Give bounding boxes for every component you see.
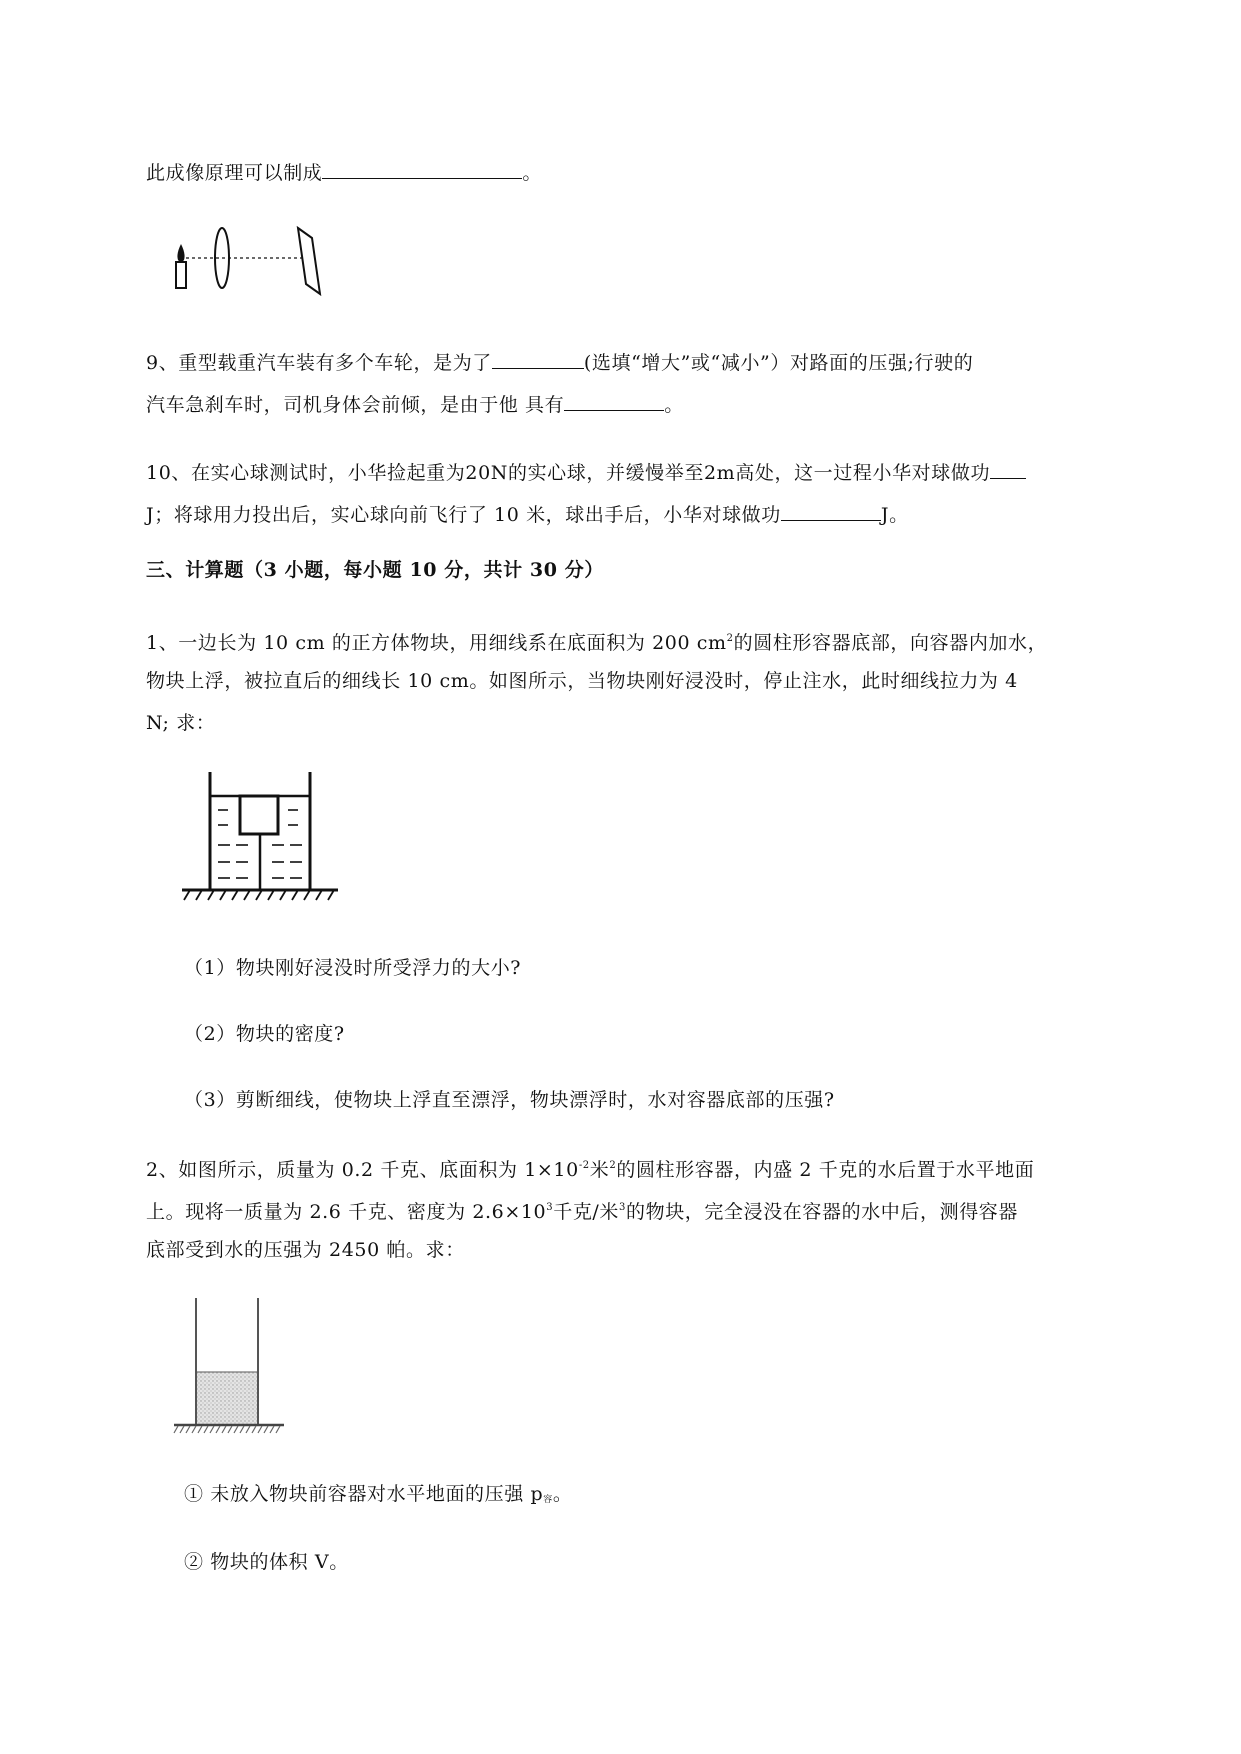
calc-2-line-3: 底部受到水的压强为 2450 帕。求：: [146, 1239, 465, 1261]
answer-blank[interactable]: [781, 500, 881, 521]
calc-2-question-2: ② 物块的体积 V。: [184, 1551, 349, 1573]
text: (选填“增大”或“减小”）对路面的压强;行驶的: [583, 352, 974, 374]
candle-flame: [177, 244, 184, 262]
calc-2-line-1: [146, 1154, 1034, 1182]
water-in-container: [196, 1372, 258, 1424]
text: 。: [552, 1483, 573, 1505]
calc-1-line-3: N; 求：: [146, 712, 216, 734]
calc-1-question-2: （2）物块的密度?: [184, 1023, 345, 1045]
text: 1、一边长为 10 cm 的正方体物块，用细线系在底面积为 200 cm: [146, 632, 727, 654]
calc-1-line-1: [146, 627, 1047, 655]
text: 的物块，完全浸没在容器的水中后，测得容器: [626, 1201, 1019, 1223]
text: 9、重型载重汽车装有多个车轮，是为了: [146, 352, 492, 374]
cube-block: [240, 796, 278, 834]
answer-blank[interactable]: [492, 348, 584, 369]
text: 10、在实心球测试时，小华捡起重为20N的实心球，并缓慢举至2m高处，这一过程小华对球做功: [146, 462, 991, 484]
text: 米: [589, 1159, 610, 1181]
text: 的圆柱形容器，内盛 2 千克的水后置于水平地面: [616, 1159, 1035, 1181]
text: 千克/米: [553, 1201, 620, 1223]
superscript: 3: [546, 1202, 554, 1213]
question-9-line-1: [146, 348, 973, 375]
text: 汽车急刹车时，司机身体会前倾，是由于他 具有: [146, 394, 565, 416]
calc-2-question-1: [184, 1482, 572, 1512]
calc-1-line-2: 物块上浮，被拉直后的细线长 10 cm。如图所示，当物块刚好浸没时，停止注水，此时细线拉力为 4: [146, 670, 1018, 692]
text: 此成像原理可以制成: [146, 162, 323, 184]
answer-blank[interactable]: [564, 390, 664, 411]
text: J；将球用力投出后，实心球向前飞行了 10 米，球出手后，小华对球做功: [146, 504, 781, 526]
calc-1-question-3: （3）剪断细线，使物块上浮直至漂浮，物块漂浮时，水对容器底部的压强?: [184, 1089, 835, 1111]
text: J。: [880, 504, 909, 526]
text: 的圆柱形容器底部，向容器内加水，: [733, 632, 1048, 654]
question-10-line-2: [146, 500, 909, 527]
lens-diagram: [170, 220, 330, 300]
superscript: 2: [726, 633, 734, 644]
light-screen: [298, 228, 320, 294]
text-line: [146, 158, 542, 185]
container-block-diagram: [180, 770, 340, 910]
question-10-line-1: [146, 458, 1026, 485]
superscript: 3: [619, 1202, 626, 1213]
candle: [176, 262, 186, 288]
text: 2、如图所示，质量为 0.2 千克、底面积为 1×10: [146, 1159, 579, 1181]
section-heading: 三、计算题（3 小题，每小题 10 分，共计 30 分）: [146, 559, 604, 581]
cylinder-container-diagram: [172, 1296, 292, 1436]
text: 上。现将一质量为 2.6 千克、密度为 2.6×10: [146, 1201, 547, 1223]
ground-hatch: [174, 1426, 280, 1433]
calc-2-line-2: [146, 1196, 1018, 1224]
subscript: 容: [543, 1495, 553, 1505]
calc-1-question-1: （1）物块刚好浸没时所受浮力的大小?: [184, 957, 522, 979]
text: 。: [664, 394, 684, 416]
answer-blank[interactable]: [322, 158, 522, 179]
text: ① 未放入物块前容器对水平地面的压强 p: [184, 1483, 544, 1505]
question-9-line-2: [146, 390, 684, 417]
answer-blank[interactable]: [990, 458, 1026, 479]
superscript: 2: [609, 1160, 617, 1171]
text: 。: [522, 162, 543, 184]
superscript: -2: [578, 1160, 590, 1171]
